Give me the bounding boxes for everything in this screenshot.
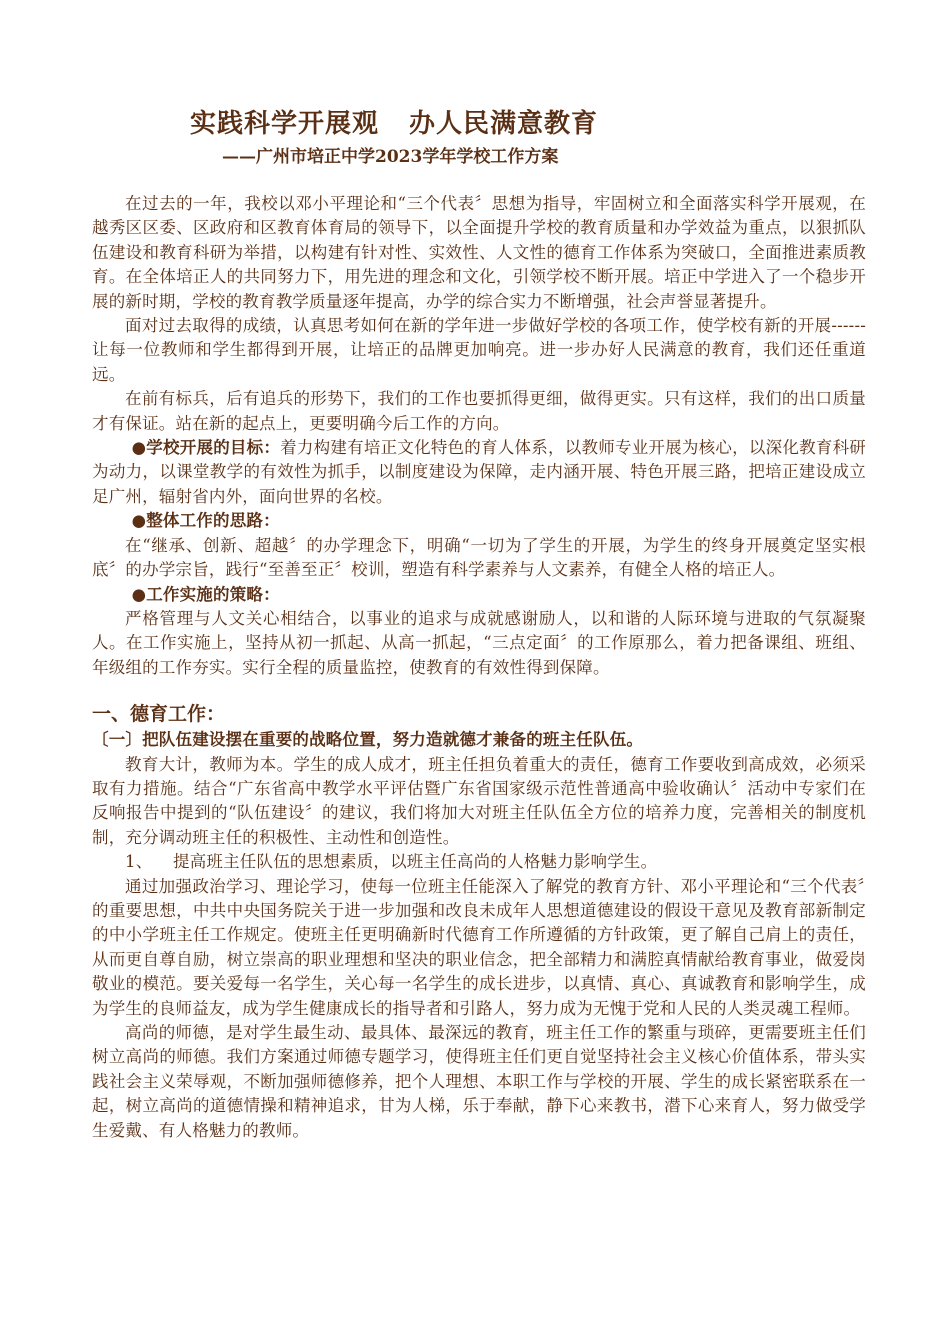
- goal-label: ●学校开展的目标：: [131, 438, 281, 458]
- thinking-paragraph: 在“继承、创新、超越〞的办学理念下，明确“一切为了学生的开展，为学生的终身开展奠定坚实根底〞的办学宗旨，践行“至善至正〞校训，塑造有科学素养与人文素养，有健全人格的培正人。: [92, 535, 866, 580]
- section-1-subheading: 〔一〕把队伍建设摆在重要的战略位置，努力造就德才兼备的班主任队伍。: [92, 730, 644, 750]
- intro-paragraph-3-text: 在前有标兵，后有追兵的形势下，我们的工作也要抓得更细，做得更实。只有这样，我们的出口质量才有保证。站在新的起点上，更要明确今后工作的方向。: [92, 389, 866, 433]
- numbered-item-1: [92, 850, 866, 874]
- intro-paragraph-2: 面对过去取得的成绩，认真思考如何在新的学年进一步做好学校的各项工作，使学校有新的开展------让每一位教师和学生都得到开展，让培正的品牌更加响亮。进一步办好人民满意的教育，我们还任重道远。: [92, 316, 866, 384]
- section-1-paragraph-1: 教育大计，教师为本。学生的成人成才，班主任担负着重大的责任，德育工作要收到高成效，必须采取有力措施。结合“广东省高中教学水平评估暨广东省国家级示范性普通高中验收确认〞活动中专家们在反响报告中提到的“队伍建设〞的建议，我们将加大对班主任队伍全方位的培养力度，完善相关的制度机制，充分调动班主任的积极性、主动性和创造性。: [92, 754, 866, 847]
- title-part-2: 办人民满意教育: [409, 109, 599, 139]
- section-1-paragraph-2: 通过加强政治学习、理论学习，使每一位班主任能深入了解党的教育方针、邓小平理论和“三个代表〞的重要思想，中共中央国务院关于进一步加强和改良未成年人思想道德建设的假设干意见及教育部新制定的中小学班主任工作规定。使班主任更明确新时代德育工作所遵循的方针政策，更了解自己肩上的责任，从而更自尊自励，树立崇高的职业理想和坚决的职业信念，把全部精力和满腔真情献给教育事业，做爱岗敬业的模范。要关爱每一名学生，关心每一名学生的成长进步，以真情、真心、真诚教育和影响学生，成为学生的良师益友，成为学生健康成长的指导者和引路人，努力成为无愧于党和人民的人类灵魂工程师。: [92, 876, 866, 1018]
- document-title: [190, 104, 866, 144]
- document-subtitle: ——广州市培正中学2023学年学校工作方案: [222, 147, 559, 167]
- title-part-1: 实践科学开展观: [190, 109, 380, 139]
- section-1-heading: 一、德育工作：: [92, 703, 226, 726]
- goal-paragraph: [92, 436, 866, 509]
- section-1-paragraph-3: 高尚的师德，是对学生最生动、最具体、最深远的教育，班主任工作的繁重与琐碎，更需要班主任们树立高尚的师德。我们方案通过师德专题学习，使得班主任们更自觉坚持社会主义核心价值体系，带头实践社会主义荣辱观，不断加强师德修养，把个人理想、本职工作与学校的开展、学生的成长紧密联系在一起，树立高尚的道德情操和精神追求，甘为人梯，乐于奉献，静下心来教书，潜下心来育人，努力做受学生爱戴、有人格魅力的教师。: [92, 1023, 866, 1140]
- document-page: [92, 104, 866, 1143]
- thinking-label: ●整体工作的思路：: [131, 511, 280, 531]
- numbered-item-1-number: 1、: [125, 852, 153, 872]
- strategy-paragraph: 严格管理与人文关心相结合，以事业的追求与成就感谢励人，以和谐的人际环境与进取的气氛凝聚人。在工作实施上，坚持从初一抓起、从高一抓起，“三点定面〞的工作原那么，着力把备课组、班组、年级组的工作夯实。实行全程的质量监控，使教育的有效性得到保障。: [92, 608, 866, 677]
- numbered-item-1-text: 提高班主任队伍的思想素质，以班主任高尚的人格魅力影响学生。: [173, 852, 658, 872]
- strategy-label: ●工作实施的策略：: [131, 584, 280, 604]
- goal-text: 着力构建有培正文化特色的育人体系，以教师专业开展为核心，以深化教育科研为动力，以课堂教学的有效性为抓手，以制度建设为保障，走内涵开展、特色开展三路，把培正建设成立足广州，辐射省内外，面向世界的名校。: [92, 438, 867, 506]
- intro-paragraph-3: [92, 387, 866, 436]
- intro-paragraph-1: 在过去的一年，我校以邓小平理论和“三个代表〞思想为指导，牢固树立和全面落实科学开展观，在越秀区区委、区政府和区教育体育局的领导下，以全面提升学校的教育质量和办学效益为重点，以狠抓队伍建设和教育科研为举措，以构建有针对性、实效性、人文性的德育工作体系为突破口，全面推进素质教育。在全体培正人的共同努力下，用先进的理念和文化，引领学校不断开展。培正中学进入了一个稳步开展的新时期，学校的教育教学质量逐年提高，办学的综合实力不断增强，社会声誉显著提升。: [92, 194, 866, 311]
- document-body: [92, 192, 866, 1143]
